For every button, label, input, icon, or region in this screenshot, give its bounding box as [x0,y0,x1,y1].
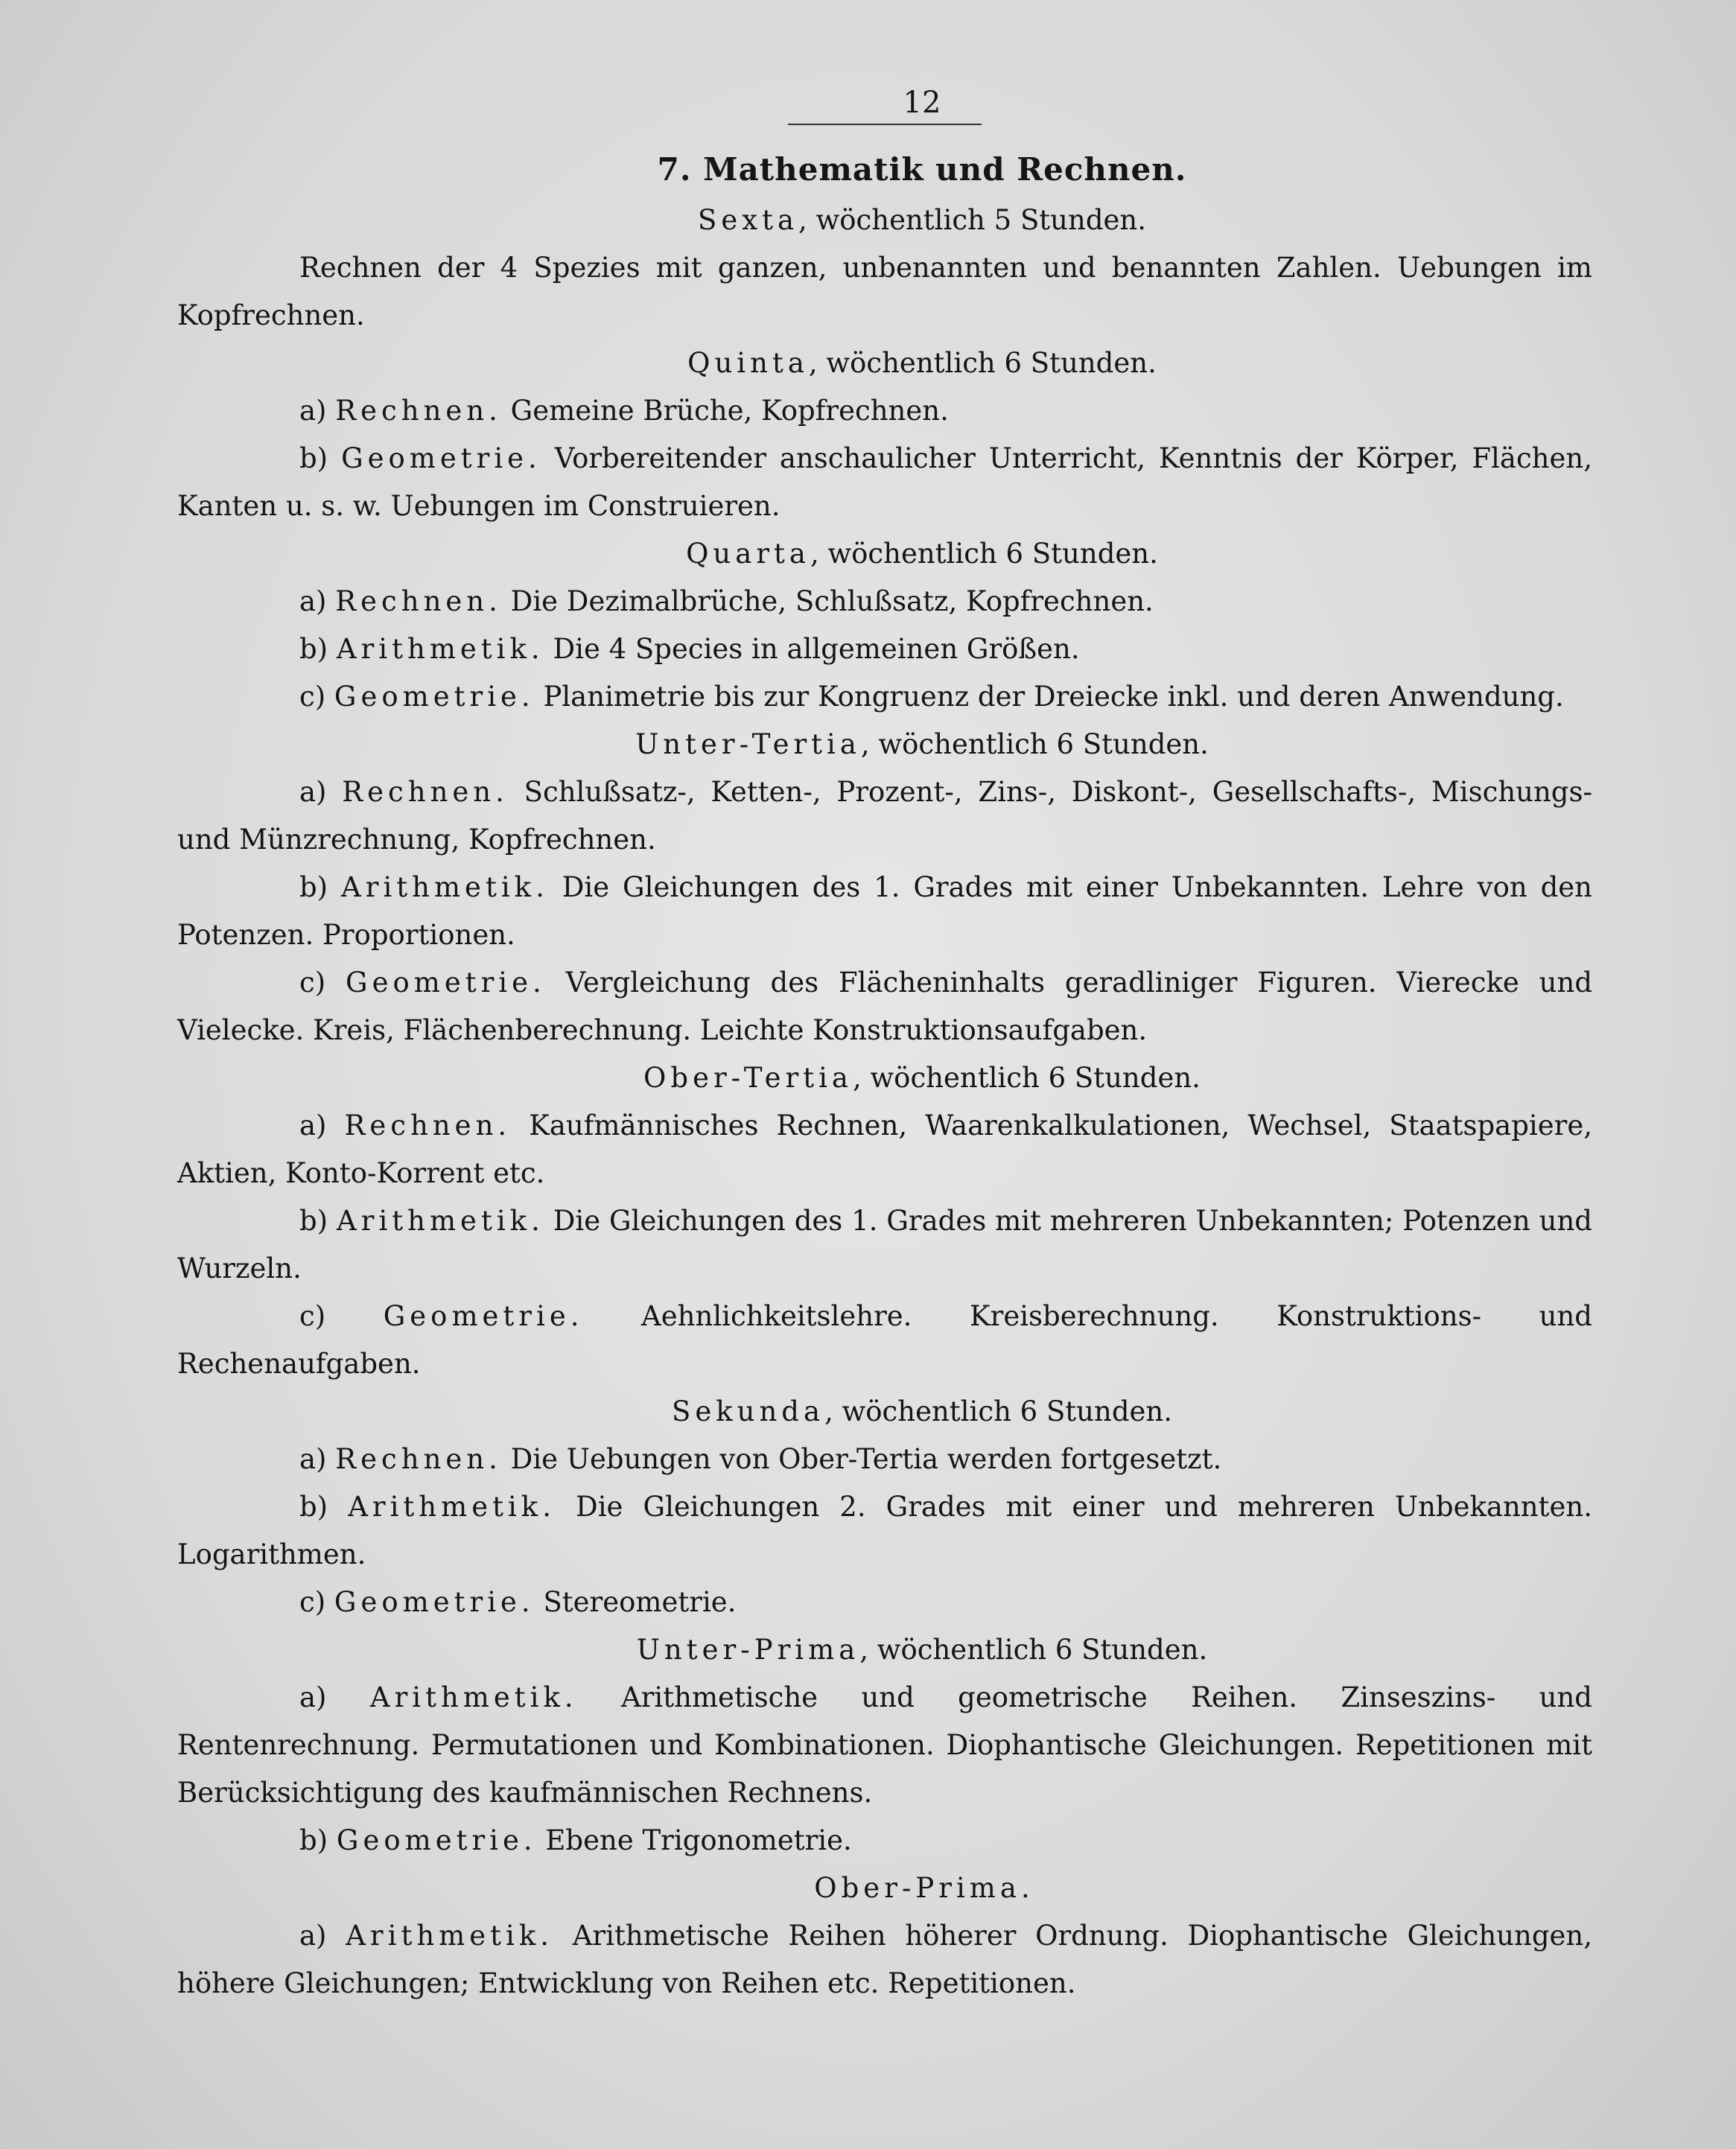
subject-label: Rechnen. [344,1109,512,1142]
subject-label: Geometrie. [383,1300,584,1332]
class-heading [177,197,1592,244]
class-hours: . [1020,1872,1030,1904]
item-prefix: b) [299,871,342,903]
subject-label: Arithmetik. [337,1205,544,1237]
subject-label: Rechnen. [342,776,509,808]
item-prefix: b) [299,1491,349,1523]
class-heading [177,1865,1592,1912]
item-prefix: c) [299,1300,384,1332]
class-hours: , wöchentlich 6 Stunden. [808,347,1157,379]
class-heading [177,1388,1592,1436]
item-text: Rechnen der 4 Spezies mit ganzen, unbenannten und benannten Zahlen. Uebungen im Kopfrechnen. [177,252,1592,331]
subject-label: Geometrie. [346,967,546,999]
item-text: Planimetrie bis zur Kongruenz der Dreiecke inkl. und deren Anwendung. [534,681,1564,713]
item-prefix: a) [299,1443,336,1475]
item-text: Aehnlichkeitslehre. Kreisberechnung. Konstruktions- und Rechenaufgaben. [177,1300,1592,1380]
curriculum-item [177,864,1592,959]
subject-label: Arithmetik. [369,1681,578,1713]
item-text: Stereometrie. [534,1586,737,1618]
class-hours: , wöchentlich 6 Stunden. [852,1062,1201,1094]
item-prefix: c) [299,967,346,999]
class-name: Quinta [687,347,809,379]
curriculum-item [177,1674,1592,1817]
item-text: Die Gleichungen des 1. Grades mit einer Unbekannten. Lehre von den Potenzen. Proportionen. [177,871,1592,951]
item-text: Die Gleichungen 2. Grades mit einer und mehreren Unbekannten. Logarithmen. [177,1491,1592,1570]
item-prefix: a) [299,1920,346,1952]
item-text: Vorbereitender anschaulicher Unterricht, Kenntnis der Körper, Flächen, Kanten u. s. w. Uebungen im Construieren. [177,442,1592,522]
item-text: Schlußsatz-, Ketten-, Prozent-, Zins-, Diskont-, Gesellschafts-, Mischungs- und Münzrechnung, Kopfrechnen. [177,776,1592,856]
class-hours: , wöchentlich 6 Stunden. [810,538,1158,570]
class-heading [177,340,1592,387]
subject-label: Arithmetik. [336,633,544,665]
curriculum-item [177,1817,1592,1865]
curriculum-item [177,1436,1592,1483]
page-number-rule [788,121,982,125]
item-prefix: b) [299,442,342,474]
class-hours: , wöchentlich 6 Stunden. [824,1395,1173,1427]
class-section [177,340,1592,530]
item-text: Die Dezimalbrüche, Schlußsatz, Kopfrechnen. [501,585,1154,617]
curriculum-item [177,625,1592,673]
subject-label: Arithmetik. [341,871,549,903]
class-hours: , wöchentlich 6 Stunden. [859,1634,1208,1666]
class-hours: , wöchentlich 6 Stunden. [860,728,1209,760]
class-section [177,530,1592,721]
item-prefix: a) [299,1681,370,1713]
item-prefix: c) [299,1586,334,1618]
curriculum-item [177,1579,1592,1626]
page-content [177,80,1592,2008]
item-text: Die 4 Species in allgemeinen Größen. [544,633,1080,665]
item-text: Die Uebungen von Ober-Tertia werden fortgesetzt. [501,1443,1222,1475]
subject-label: Geometrie. [334,1586,535,1618]
class-name: Unter-Prima [636,1634,860,1666]
item-text: Die Gleichungen des 1. Grades mit mehreren Unbekannten; Potenzen und Wurzeln. [177,1205,1592,1284]
class-section [177,721,1592,1054]
class-hours: , wöchentlich 5 Stunden. [798,204,1146,236]
class-section [177,1388,1592,1626]
class-heading [177,1054,1592,1102]
subject-label: Rechnen. [335,585,502,617]
curriculum-item [177,435,1592,530]
class-section [177,197,1592,340]
class-name: Unter-Tertia [635,728,861,760]
class-name: Ober-Tertia [643,1062,853,1094]
class-section [177,1865,1592,2008]
class-list [177,197,1592,2008]
class-section [177,1626,1592,1865]
class-heading [177,530,1592,578]
item-prefix: a) [299,1109,345,1142]
item-prefix: b) [299,633,337,665]
item-text: Arithmetische Reihen höherer Ordnung. Diophantische Gleichungen, höhere Gleichungen; Entwicklung von Reihen etc. Repetitionen. [177,1920,1592,1999]
item-prefix: a) [299,776,343,808]
class-heading [177,1626,1592,1674]
class-heading [177,721,1592,768]
subject-label: Arithmetik. [346,1920,554,1952]
section-title: 7. Mathematik und Rechnen. [657,151,1187,188]
subject-label: Geometrie. [336,1824,537,1856]
curriculum-item [177,1483,1592,1579]
curriculum-item [177,959,1592,1054]
curriculum-item [177,1102,1592,1197]
item-prefix: a) [299,395,336,427]
class-section [177,1054,1592,1388]
curriculum-item [177,244,1592,340]
curriculum-item [177,1293,1592,1388]
class-name: Sekunda [671,1395,825,1427]
subject-label: Arithmetik. [348,1491,556,1523]
curriculum-item [177,578,1592,625]
curriculum-item [177,1197,1592,1293]
item-prefix: b) [299,1824,337,1856]
subject-label: Geometrie. [341,442,541,474]
curriculum-item [177,1912,1592,2008]
item-text: Vergleichung des Flächeninhalts geradliniger Figuren. Vierecke und Vielecke. Kreis, Flächenberechnung. Leichte Konstruktionsaufgaben. [177,967,1593,1046]
item-prefix: c) [299,681,334,713]
subject-label: Geometrie. [334,681,535,713]
curriculum-item [177,768,1592,864]
curriculum-item [177,673,1592,721]
class-name: Quarta [686,538,810,570]
item-text: Arithmetische und geometrische Reihen. Zinseszins- und Rentenrechnung. Permutationen und Kombinationen. Diophantische Gleichungen. Repetitionen mit Berücksichtigung des kaufmännischen Rechnens. [177,1681,1592,1809]
item-prefix: a) [299,585,336,617]
item-prefix: b) [299,1205,337,1237]
item-text: Ebene Trigonometrie. [536,1824,852,1856]
item-text: Gemeine Brüche, Kopfrechnen. [501,395,949,427]
page-number: 12 [903,86,941,120]
curriculum-item [177,387,1592,435]
subject-label: Rechnen. [335,395,502,427]
class-name: Ober-Prima [814,1872,1021,1904]
class-name: Sexta [698,204,799,236]
subject-label: Rechnen. [335,1443,502,1475]
item-text: Kaufmännisches Rechnen, Waarenkalkulationen, Wechsel, Staatspapiere, Aktien, Konto-Korrent etc. [177,1109,1592,1189]
